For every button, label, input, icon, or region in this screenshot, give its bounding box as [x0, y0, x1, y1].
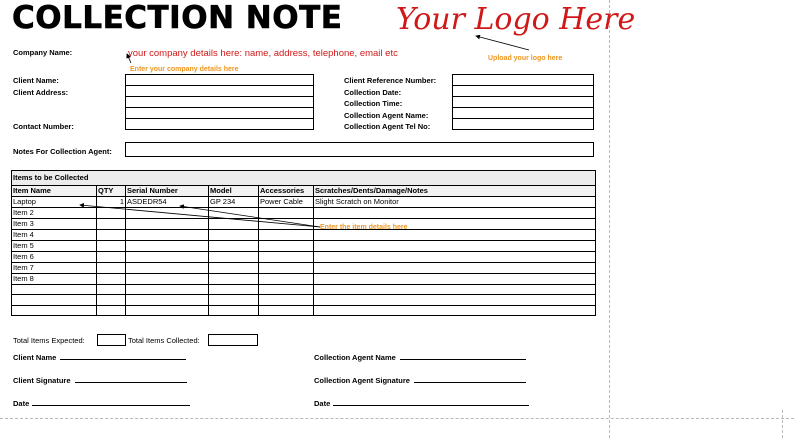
client-reference-label: Client Reference Number: [344, 76, 437, 85]
client-name-signature-row [13, 352, 186, 362]
col-notes: Scratches/Dents/Damage/Notes [314, 186, 596, 197]
collection-agent-tel-label: Collection Agent Tel No: [344, 122, 431, 131]
collection-agent-name-label: Collection Agent Name: [344, 111, 429, 120]
agent-name-sig-label: Collection Agent Name [314, 353, 396, 362]
client-address-label: Client Address: [13, 88, 69, 97]
item-arrow-1 [80, 205, 320, 227]
col-qty: QTY [97, 186, 126, 197]
table-cell[interactable]: Item 8 [12, 274, 97, 285]
client-signature-row [13, 375, 187, 385]
table-cell[interactable]: Item 4 [12, 230, 97, 241]
contact-number-label: Contact Number: [13, 122, 74, 131]
items-caption: Items to be Collected [12, 171, 596, 186]
col-model: Model [209, 186, 259, 197]
table-cell[interactable]: ASDEDR54 [126, 197, 209, 208]
total-expected-label: Total Items Expected: [13, 336, 85, 345]
company-details-hint: Enter your company details here [130, 66, 239, 73]
total-expected-field[interactable] [97, 334, 126, 346]
collection-date-label: Collection Date: [344, 88, 402, 97]
agent-signature-label: Collection Agent Signature [314, 376, 410, 385]
agent-name-signature-row [314, 352, 526, 362]
col-serial-number: Serial Number [126, 186, 209, 197]
page-title: COLLECTION NOTE [12, 0, 343, 36]
client-signature-label: Client Signature [13, 376, 71, 385]
client-date-label: Date [13, 399, 30, 408]
notes-label: Notes For Collection Agent: [13, 147, 112, 156]
client-name-sig-label: Client Name [13, 353, 57, 362]
agent-date-label: Date [314, 399, 331, 408]
table-cell[interactable]: Slight Scratch on Monitor [314, 197, 596, 208]
table-cell[interactable]: Item 5 [12, 241, 97, 252]
client-name-label: Client Name: [13, 76, 59, 85]
company-details-field[interactable]: your company details here: name, address, telephone, email etc [128, 48, 398, 59]
client-signature-line[interactable] [75, 375, 187, 383]
table-cell[interactable]: Item 3 [12, 219, 97, 230]
col-accessories: Accessories [259, 186, 314, 197]
agent-name-sig-line[interactable] [400, 352, 526, 360]
logo-arrow [476, 36, 529, 50]
agent-signature-row [314, 375, 526, 385]
table-cell[interactable]: GP 234 [209, 197, 259, 208]
table-cell[interactable]: Item 7 [12, 263, 97, 274]
logo-hint: Upload your logo here [488, 55, 563, 62]
agent-signature-line[interactable] [414, 375, 526, 383]
total-collected-label: Total Items Collected: [128, 336, 200, 345]
company-arrow [127, 54, 131, 63]
table-cell[interactable]: 1 [97, 197, 126, 208]
agent-date-row [314, 398, 529, 408]
logo-placeholder[interactable]: Your Logo Here [396, 2, 636, 37]
item-details-hint: Enter the item details here [320, 224, 408, 231]
client-date-line[interactable] [32, 398, 190, 406]
item-arrow-2 [180, 206, 320, 227]
client-date-row [13, 398, 190, 408]
client-name-sig-line[interactable] [60, 352, 186, 360]
table-cell[interactable]: Item 2 [12, 208, 97, 219]
agent-date-line[interactable] [333, 398, 529, 406]
collection-time-label: Collection Time: [344, 99, 403, 108]
table-cell[interactable]: Laptop [12, 197, 97, 208]
table-cell[interactable]: Power Cable [259, 197, 314, 208]
company-name-label: Company Name: [13, 48, 73, 57]
col-item-name: Item Name [12, 186, 97, 197]
total-collected-field[interactable] [208, 334, 258, 346]
table-cell[interactable]: Item 6 [12, 252, 97, 263]
